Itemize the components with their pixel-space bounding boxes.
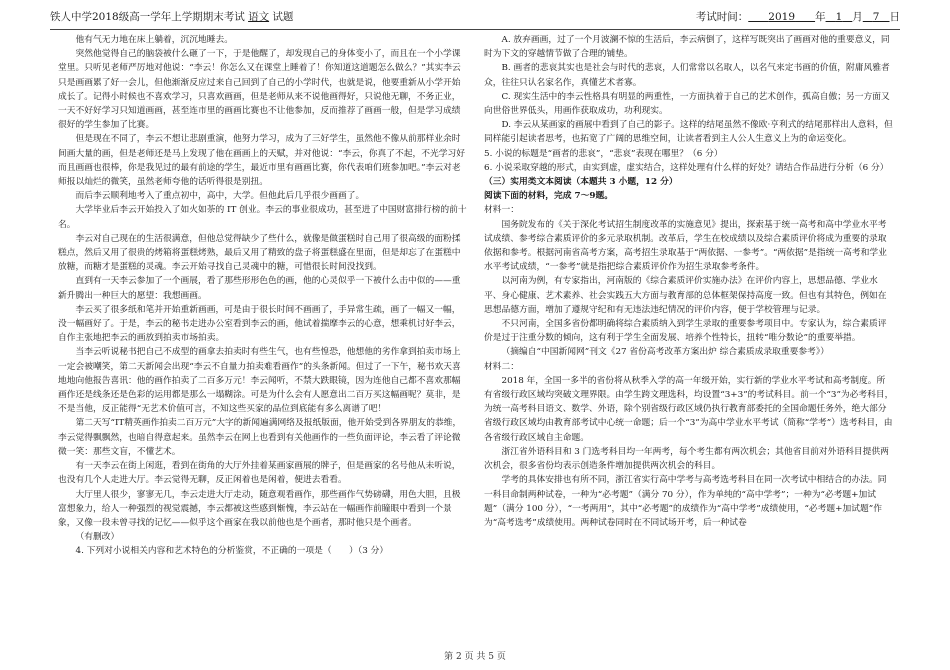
exam-month: 1 <box>835 11 843 23</box>
question-6: 6. 小说采取穿越的形式，由实到虚，虚实结合，这样处理有什么样的好处？请结合作品进行分析（6 分） <box>484 162 889 173</box>
exam-time: 考试时间： 2019 年 1 月 7 日 <box>695 11 900 23</box>
material-paragraph: 学考的具体安排也有所不同，浙江省实行高中学考与高考选考科目在同一次考试中相结合的办法。同一科目命制两种试卷，一种为“必考题”（满分 70 分），作为单纯的“高中学考”；一种为“必考题+加试题”（满分 100 分），“一考两用”，其中“必考题”的成绩作为“高中学考”成绩使用，“必考题+加试题”作为“高考选考”成绩使用。两种试卷同时在不同试场开考，后一种试卷 <box>484 475 887 528</box>
material-paragraph: 国务院发布的《关于深化考试招生制度改革的实施意见》提出，探索基于统一高考和高中学业水平考试成绩、参考综合素质评价的多元录取机制。改革后，学生在校成绩以及综合素质评价将成为重要的录取依据和参考。根据河南省高考方案，高考招生录取基于“两依据、一参考”。“两依据”是指统一高考和学业水平考试成绩，“一参考”就是指把综合素质评价作为招生录取参考条件。 <box>484 219 887 273</box>
adapted-note: （有删改） <box>75 532 120 543</box>
question-4: 4. 下列对小说相关内容和艺术特色的分析鉴赏，不正确的一项是（ ）（3 分） <box>75 546 389 557</box>
story-paragraph: 李云对自己现在的生活很满意，但他总觉得缺少了些什么，就像是做蛋糕时自己用了很高级的面粉揉糕点，然后又用了很贵的烤箱将蛋糕烤熟，最后又用了精致的盘子将蛋糕盛在里面，但是却忘了在蛋糕中放糖，而糖才是蛋糕的灵魂。李云开始寻找自己灵魂中的糖，可惜很长时间没找到。 <box>58 233 461 273</box>
material-paragraph: 不只河南，全国多省份都明确将综合素质纳入到学生录取的重要参考项目中。专家认为，综合素质评价是过于注重分数的倾向，这有利于学生全面发展、培养个性特长，扭转“唯分数论”的重要举措。 <box>484 319 887 344</box>
left-column <box>58 33 468 643</box>
exam-title: 铁人中学2018级高一学年上学期期末考试 语文 试题 <box>50 11 294 23</box>
material-paragraph: 2018 年，全国一多半的省份将从秋季入学的高一年级开始，实行新的学业水平考试和高考制度。所有省级行政区域均突破文理界限。由学生跨文理选科，均设置“3+3”的考试科目。前一个“3”为必考科目，为统一高考科目语文、数学、外语，除个别省级行政区域仍执行教育部委托的全国命题任务外，绝大部分省级行政区域均由教育部考试中心统一命题；后一个“3”为高中学业水平考试（简称“学考”）选考科目，由各省级行政区域自主命题。 <box>484 375 894 443</box>
story-paragraph: 但是现在不同了，李云不想让悲剧重演，他努力学习，成为了三好学生，虽然他不像从前那样业余时间画大量的画，但是老师还是马上发现了他在画画上的天赋，并对他说：“李云，你真了不起，不光学习好而且画画也很棒，你是我见过的最有前途的学生，最近市里有画画比赛，你代表咱们班参加吧。”李云对老师报以灿烂的微笑，虽然老师夸他的话听得很是别扭。 <box>58 134 465 188</box>
exam-year: 2019 <box>768 11 796 23</box>
question-5: 5. 小说的标题是“画者的悲哀”，“悲哀”表现在哪里？（6 分） <box>484 148 723 159</box>
material-1-source: （摘编自“中国新闻网”刊文《27 省份高考改革方案出炉 综合素质成录取重要参考》） <box>501 347 830 358</box>
material-paragraph: 以河南为例，有专家指出，河南版的《综合素质评价实施办法》在评价内容上，思想品德、学业水平、身心健康、艺术素养、社会实践五大方面与教育部的总体框架保持高度一致。但也有其特色，例如在思想品德方面，增加了遵规守纪和有无违法违纪情况的评价内容，便于学校管理与记录。 <box>484 276 887 315</box>
exam-day: 7 <box>872 11 880 23</box>
option-d: D. 李云从某画家的画展中看到了自己的影子。这样的结尾虽然不像欧·亨利式的结尾那样出人意料，但同样能引起读者思考，也拓宽了广阔的思维空间，让读者看到主人公人生意义上为的命运变化。 <box>484 120 893 145</box>
exam-header <box>50 6 900 28</box>
option-a: A. 放弃画画，过了一个月波澜不惊的生活后，李云病倒了，这样写既突出了画画对他的重要意义，同时为下文的穿越情节做了合理的铺垫。 <box>484 35 890 60</box>
story-paragraph: 直到有一天李云参加了一个画展，看了那些形形色色的画，他的心灵似乎一下被什么击中似的——重新升腾出一种巨大的愿望：我想画画。 <box>58 276 461 301</box>
story-paragraph: 当李云听说秘书把自己不成型的画拿去拍卖时有些生气，也有些惶恐，他想他的劣作拿到拍卖市场上一定会被嘲笑，第二天新闻会出现“李云不自量力拍卖难看画作”的头条新闻。但过了一下午，秘书欢天喜地地向他报告喜讯：他的画作拍卖了二百多万元！李云闻听，不禁大跌眼镜，因为连他自己都不喜欢那幅画作还是线条还是色彩的运用都是那么一塌糊涂。可是为什么会有人愿意出二百万买这幅画呢？莫非，是不是当他，反正能得“无艺术价值可言，不知这些买家的品位到底能有多么离谱了吧！ <box>58 347 461 415</box>
material-2-label: 材料二： <box>484 361 519 372</box>
page-footer: 第 2 页 共 5 页 <box>444 652 506 662</box>
story-paragraph: 大厅里人很少，寥寥无几，李云走进大厅走动，随意观看画作，那些画作气势磅礴，用色大胆，且极富想象力，给人一种强烈的视觉震撼，李云都被这些感到惭愧，李云站在一幅画作前瞳眼中看到一个景象，又像一段未曾寻找的记忆——似乎这个画家在我以前他也是个画者，那时他只是个画者。 <box>58 489 461 528</box>
exam-subject: 语文 <box>248 11 270 23</box>
right-column <box>484 33 894 643</box>
story-paragraph: 突然他觉得自己的脑袋被什么砸了一下，于是他醒了，却发现自己的身体变小了，而且在一个小学课堂里。只听见老师严厉地对他说：“李云！你怎么又在课堂上睡着了！你知道这道题怎么做么？”其实李云只是画画累了好一会儿，但他渐渐反应过来自己回到了自己的小学时代，也就是说，他要重新从小学开始成长了。记得小时候也不喜欢学习，只喜欢画画，但是老师从来不说他画得好，只说他无聊，不务正业，一天不好好学习只知道画画，甚至连市里的画画比赛也不让他参加，反而推荐了画画一般，但是学习成绩很好的学生参加了比赛。 <box>58 49 461 131</box>
story-paragraph: 有一天李云在街上闲逛，看到在街角的大厅外挂着某画家画展的牌子，但是画家的名号他从未听说，也没有几个人走进大厅。李云觉得无聊，反正闲着也是闲着，便进去看看。 <box>58 461 461 486</box>
material-paragraph: 浙江省外语科目和 3 门选考科目均一年两考，每个考生都有两次机会；其他省目前对外语科目提供两次机会，很多省份均表示创造条件增加提供两次机会的科目。 <box>484 446 889 472</box>
material-1-label: 材料一： <box>484 205 519 216</box>
story-paragraph: 李云买了很多纸和笔并开始重新画画，可是由于很长时间不画画了，手异常生疏，画了一幅又一幅，没一幅画好了。于是，李云的秘书走进办公室看到李云的画，他试着揣摩李云的心意，想乘机讨好李云，自作主张地把李云的画放到拍卖市场拍卖。 <box>58 304 461 344</box>
story-paragraph: 大学毕业后李云开始投入了如火如荼的 IT 创业。李云的事业很成功，甚至进了中国财富排行榜的前十名。 <box>58 205 467 230</box>
section-3-title: （三）实用类文本阅读（本题共 3 小题，12 分） <box>484 177 678 188</box>
reading-instruction: 阅读下面的材料，完成 7～9题。 <box>484 191 613 202</box>
story-paragraph: 他有气无力地在床上躺着，沉沉地睡去。 <box>75 35 233 45</box>
option-c: C. 现实生活中的李云性格具有明显的两重性，一方面执着于自己的艺术创作，孤高自傲；另一方面又向世俗世界低头，用画作获取成功，功利现实。 <box>484 91 890 117</box>
story-paragraph: 第二天写“IT精英画作拍卖二百万元”大字的新闻遍满网络及报纸版面，他开始受到各界朋友的恭维，李云觉得飘飘然，也暗自得意起来。虽然李云在网上也看到有关他画作的一些负面评论，李云看了评论微微一笑：那些文盲，不懂艺术。 <box>58 418 462 457</box>
option-b: B. 画者的悲哀其实也是社会与时代的悲哀，人们常常以名取人，以名气来定书画的价值，附庸风雅者众，往往只认名家名作，真懂艺术者寡。 <box>484 63 890 88</box>
header-rule <box>50 29 900 30</box>
story-paragraph: 而后李云顺利地考入了重点初中，高中，大学。但他此后几乎很少画画了。 <box>75 191 365 202</box>
